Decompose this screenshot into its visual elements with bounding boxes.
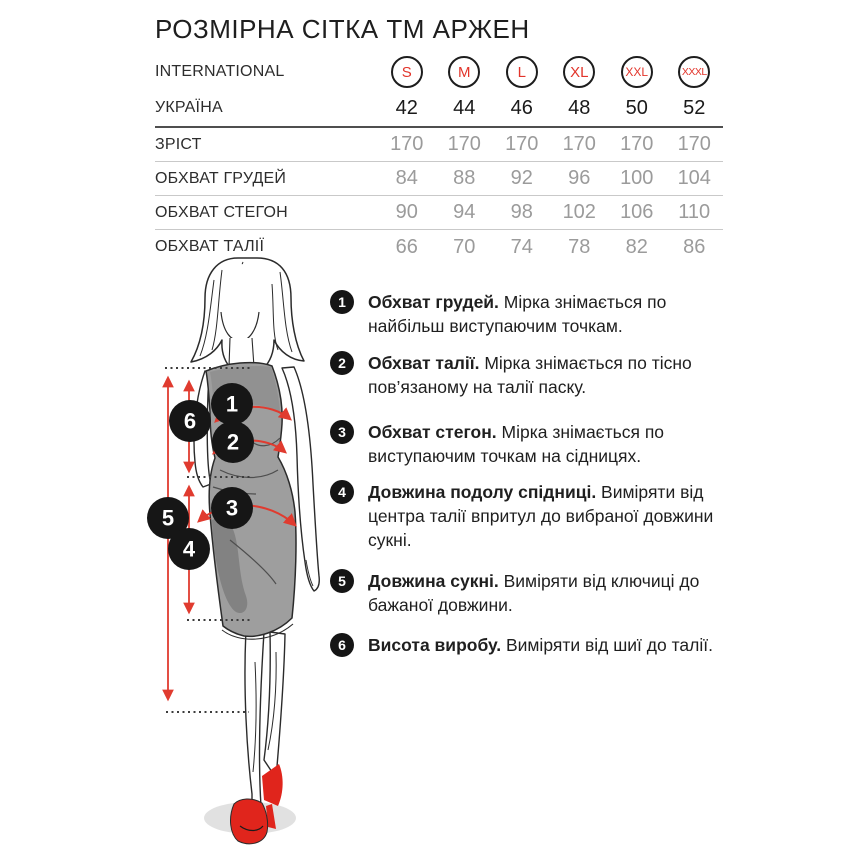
size-badge-xl: XL	[563, 56, 595, 88]
item-body: Виміряти від центра талії впритул до вибраної довжини сукні.	[368, 482, 714, 550]
size-badge-xxxl: XXXL	[678, 56, 710, 88]
size-badge-xxl: XXL	[621, 56, 653, 88]
cell-value: 52	[683, 96, 706, 119]
cell-value: 48	[568, 96, 591, 119]
item-lead: Обхват талії.	[368, 353, 480, 373]
item-lead: Висота виробу.	[368, 635, 502, 655]
marker-4-number: 4	[182, 536, 196, 562]
list-item	[330, 633, 730, 657]
item-number-badge: 2	[330, 351, 354, 375]
row-label: ЗРІСТ	[155, 135, 202, 153]
cell-value: 96	[568, 167, 591, 189]
item-number-badge: 4	[330, 480, 354, 504]
list-item	[330, 569, 730, 617]
item-number-badge: 6	[330, 633, 354, 657]
cell-value: 78	[568, 235, 591, 258]
item-body: Виміряти від шиї до талії.	[501, 635, 713, 655]
size-badge-m: M	[448, 56, 480, 88]
row-label: УКРАЇНА	[155, 99, 223, 116]
cell-value: 104	[677, 167, 711, 189]
marker-5-number: 5	[161, 505, 175, 531]
marker-6-number: 6	[183, 408, 197, 434]
marker-1-number: 1	[225, 391, 239, 417]
cell-value: 100	[620, 167, 654, 189]
row-label: ОБХВАТ ГРУДЕЙ	[155, 169, 287, 187]
cell-value: 88	[453, 167, 476, 189]
item-number-badge: 5	[330, 569, 354, 593]
page-title: РОЗМІРНА СІТКА ТМ АРЖЕН	[155, 14, 530, 44]
cell-value: 66	[395, 235, 418, 258]
item-lead: Обхват стегон.	[368, 422, 497, 442]
cell-value: 98	[510, 201, 533, 223]
item-lead: Довжина сукні.	[368, 571, 499, 591]
cell-value: 106	[620, 201, 654, 223]
measurement-figure	[140, 255, 350, 850]
cell-value: 50	[625, 96, 648, 119]
row-label: INTERNATIONAL	[155, 63, 285, 80]
item-number-badge: 3	[330, 420, 354, 444]
list-item	[330, 480, 730, 552]
cell-value: 44	[453, 96, 476, 119]
instructions-list	[330, 0, 760, 850]
cell-value: 170	[562, 133, 596, 155]
item-body: Мірка знімається по виступаючим точкам на сідницях.	[368, 422, 665, 466]
row-label: ОБХВАТ СТЕГОН	[155, 203, 288, 221]
cell-value: 86	[683, 235, 706, 258]
cell-value: 70	[453, 235, 476, 258]
cell-value: 170	[677, 133, 711, 155]
cell-value: 92	[510, 167, 533, 189]
row-label: ОБХВАТ ТАЛІЇ	[155, 238, 265, 255]
cell-value: 170	[505, 133, 539, 155]
size-badge-s: S	[391, 56, 423, 88]
list-item	[330, 420, 730, 468]
list-item	[330, 351, 730, 399]
cell-value: 42	[395, 96, 418, 119]
item-body: Виміряти від ключиці до бажаної довжини.	[368, 571, 700, 615]
item-lead: Довжина подолу спідниці.	[368, 482, 597, 502]
item-lead: Обхват грудей.	[368, 292, 499, 312]
cell-value: 94	[453, 201, 476, 223]
cell-value: 102	[562, 201, 596, 223]
cell-value: 74	[510, 235, 533, 258]
marker-2-number: 2	[226, 429, 240, 455]
cell-value: 110	[678, 201, 711, 223]
cell-value: 46	[510, 96, 533, 119]
cell-value: 170	[447, 133, 481, 155]
list-item	[330, 290, 730, 338]
cell-value: 170	[390, 133, 424, 155]
item-body: Мірка знімається по найбільш виступаючим точкам.	[368, 292, 667, 336]
item-number-badge: 1	[330, 290, 354, 314]
size-badge-l: L	[506, 56, 538, 88]
cell-value: 82	[625, 235, 648, 258]
woman-dress-illustration	[140, 255, 350, 850]
item-body: Мірка знімається по тісно пов’язаному на талії паску.	[368, 353, 692, 397]
cell-value: 90	[395, 201, 418, 223]
cell-value: 84	[395, 167, 418, 189]
cell-value: 170	[620, 133, 654, 155]
marker-3-number: 3	[225, 495, 239, 521]
